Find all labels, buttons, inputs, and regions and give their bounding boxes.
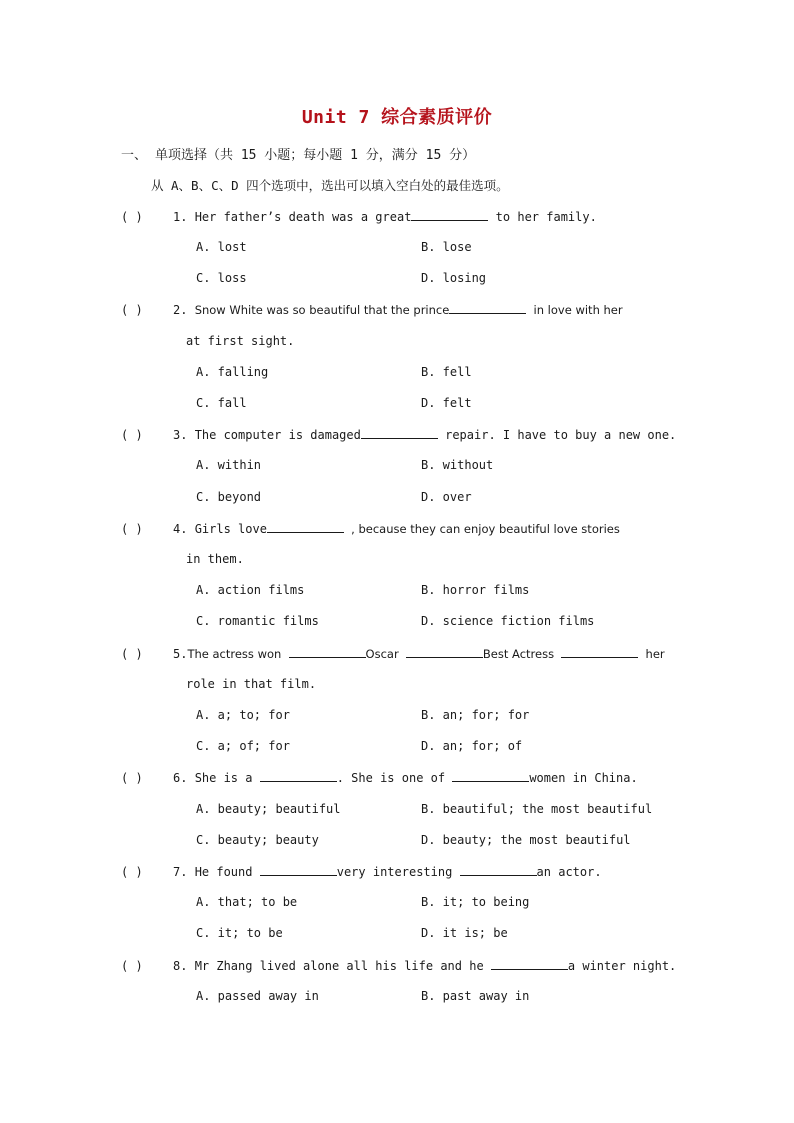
answer-blank bbox=[260, 864, 337, 876]
option-b[interactable]: B. lose bbox=[421, 240, 472, 254]
question-number: 5. bbox=[173, 647, 188, 661]
option-a[interactable]: A. falling bbox=[196, 365, 269, 379]
answer-blank bbox=[411, 209, 488, 221]
option-a[interactable]: A. action films bbox=[196, 583, 305, 597]
page-title: Unit 7 综合素质评价 bbox=[301, 107, 493, 128]
option-d[interactable]: D. an; for; of bbox=[421, 739, 523, 753]
option-c[interactable]: C. beyond bbox=[196, 490, 262, 504]
answer-bracket[interactable]: ( ) bbox=[121, 210, 143, 224]
option-b[interactable]: B. beautiful; the most beautiful bbox=[421, 802, 653, 816]
question-number: 4. bbox=[173, 522, 188, 536]
option-c[interactable]: C. loss bbox=[196, 271, 247, 285]
option-d[interactable]: D. felt bbox=[421, 396, 472, 410]
answer-bracket[interactable]: ( ) bbox=[121, 865, 143, 879]
option-c[interactable]: C. a; of; for bbox=[196, 739, 290, 753]
answer-bracket[interactable]: ( ) bbox=[121, 771, 143, 785]
answer-blank bbox=[267, 521, 344, 533]
answer-blank bbox=[561, 646, 638, 658]
question-number: 3. bbox=[173, 428, 188, 442]
question-3: ( ) 3. The computer is damaged repair. I have to buy a new one. bbox=[121, 428, 677, 442]
answer-blank bbox=[452, 770, 529, 782]
answer-bracket[interactable]: ( ) bbox=[121, 303, 143, 317]
option-c[interactable]: C. beauty; beauty bbox=[196, 833, 319, 847]
question-2: ( ) 2. Snow White was so beautiful that the prince in love with her bbox=[121, 303, 623, 317]
question-7: ( ) 7. He found very interesting an actor. bbox=[121, 865, 602, 879]
answer-blank bbox=[361, 427, 438, 439]
option-b[interactable]: B. fell bbox=[421, 365, 472, 379]
question-4: ( ) 4. Girls love , because they can enjoy beautiful love stories bbox=[121, 522, 620, 536]
answer-blank bbox=[491, 958, 568, 970]
question-2-continuation: at first sight. bbox=[186, 334, 295, 348]
option-c[interactable]: C. it; to be bbox=[196, 926, 283, 940]
question-1: ( ) 1. Her father’s death was a great to her family. bbox=[121, 210, 597, 224]
answer-bracket[interactable]: ( ) bbox=[121, 428, 143, 442]
option-b[interactable]: B. it; to being bbox=[421, 895, 530, 909]
section-heading bbox=[121, 144, 475, 163]
answer-blank bbox=[460, 864, 537, 876]
question-number: 2. bbox=[173, 303, 188, 317]
question-number: 8. bbox=[173, 959, 188, 973]
option-c[interactable]: C. fall bbox=[196, 396, 247, 410]
option-d[interactable]: D. losing bbox=[421, 271, 487, 285]
option-d[interactable]: D. over bbox=[421, 490, 472, 504]
question-number: 7. bbox=[173, 865, 188, 879]
section-heading-text: 单项选择（共 15 小题；每小题 1 分，满分 15 分） bbox=[155, 148, 476, 163]
option-b[interactable]: B. horror films bbox=[421, 583, 530, 597]
question-6: ( ) 6. She is a . She is one of women in China. bbox=[121, 771, 638, 785]
option-c[interactable]: C. romantic films bbox=[196, 614, 319, 628]
option-d[interactable]: D. it is; be bbox=[421, 926, 508, 940]
answer-blank bbox=[260, 770, 337, 782]
option-a[interactable]: A. passed away in bbox=[196, 989, 319, 1003]
option-d[interactable]: D. beauty; the most beautiful bbox=[421, 833, 631, 847]
option-b[interactable]: B. past away in bbox=[421, 989, 530, 1003]
question-number: 1. bbox=[173, 210, 188, 224]
answer-bracket[interactable]: ( ) bbox=[121, 647, 143, 661]
section-number: 一、 bbox=[121, 148, 148, 163]
answer-bracket[interactable]: ( ) bbox=[121, 522, 143, 536]
question-5-continuation: role in that film. bbox=[186, 677, 317, 691]
answer-blank bbox=[449, 302, 526, 314]
option-a[interactable]: A. beauty; beautiful bbox=[196, 802, 341, 816]
option-a[interactable]: A. lost bbox=[196, 240, 247, 254]
question-number: 6. bbox=[173, 771, 188, 785]
question-4-continuation: in them. bbox=[186, 552, 244, 566]
question-8: ( ) 8. Mr Zhang lived alone all his life and he a winter night. bbox=[121, 959, 677, 973]
option-b[interactable]: B. an; for; for bbox=[421, 708, 530, 722]
option-a[interactable]: A. a; to; for bbox=[196, 708, 290, 722]
answer-bracket[interactable]: ( ) bbox=[121, 959, 143, 973]
option-a[interactable]: A. that; to be bbox=[196, 895, 298, 909]
section-instruction: 从 A、B、C、D 四个选项中，选出可以填入空白处的最佳选项。 bbox=[151, 178, 509, 193]
answer-blank bbox=[406, 646, 483, 658]
option-a[interactable]: A. within bbox=[196, 458, 262, 472]
option-b[interactable]: B. without bbox=[421, 458, 494, 472]
answer-blank bbox=[289, 646, 366, 658]
option-d[interactable]: D. science fiction films bbox=[421, 614, 595, 628]
question-5: ( ) 5.The actress won Oscar Best Actress her bbox=[121, 647, 665, 661]
